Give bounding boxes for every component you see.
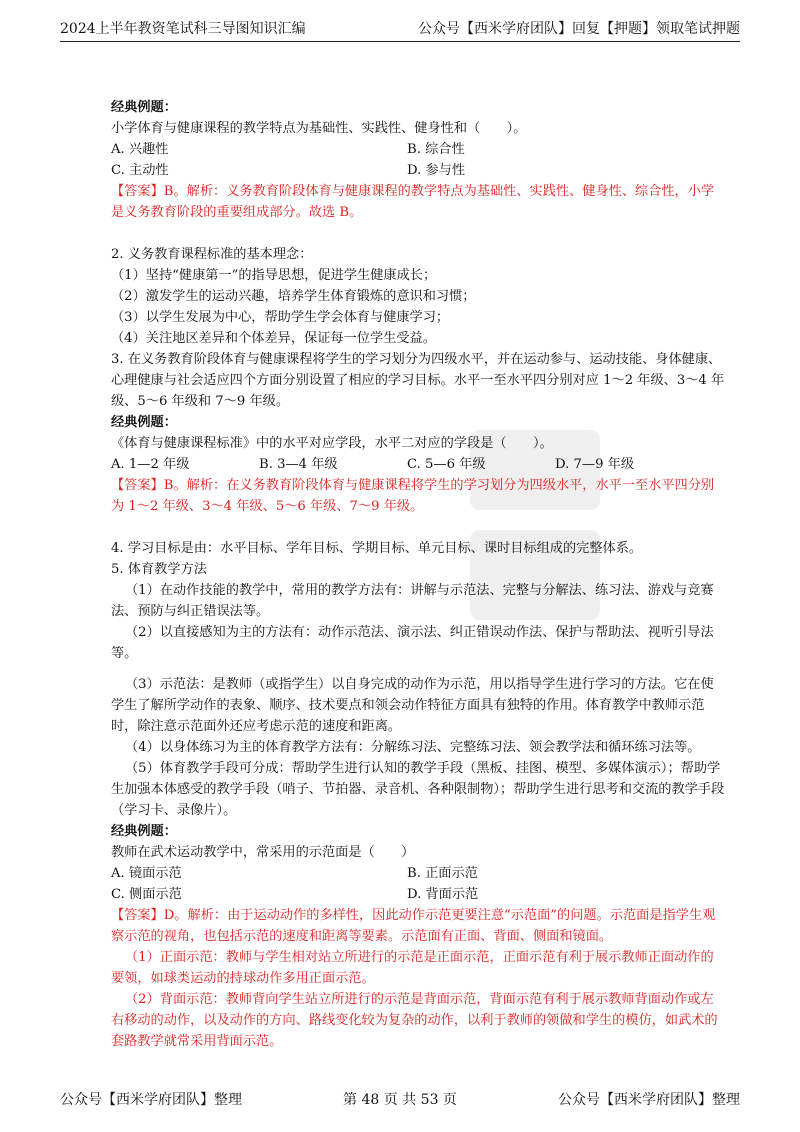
- page-footer: [60, 1088, 740, 1110]
- method-paragraph: （5）体育教学手段可分成：帮助学生进行认知的教学手段（黑板、挂图、模型、多媒体演示）；帮助学生加强本体感受的教学手段（哨子、节拍器、录音机、各种限制物）；帮助学生进行思考和交流的教学手段（学习卡、录像片）。: [111, 761, 725, 818]
- option-a: A. 镜面示范: [111, 866, 182, 881]
- options-row: [111, 863, 725, 884]
- option-b: B. 3—4 年级: [259, 457, 338, 472]
- method-paragraph: （3）示范法：是教师（或指学生）以自身完成的动作为示范，用以指导学生进行学习的方法。它在使学生了解所学动作的表象、顺序、技术要点和领会动作特征方面具有独特的作用。体育教学中教师示范时，除注意示范面外还应考虑示范的速度和距离。: [111, 677, 714, 734]
- option-d: D. 背面示范: [407, 887, 479, 902]
- option-a: A. 兴趣性: [111, 142, 169, 157]
- section-title: 5. 体育教学方法: [111, 562, 207, 577]
- example-heading: 经典例题：: [111, 100, 177, 115]
- header-title: 2024上半年教资笔试科三导图知识汇编: [60, 21, 306, 37]
- answer-detail: （2）背面示范：教师背向学生站立所进行的示范是背面示范，背面示范有利于展示教师背面动作或左右移动的动作，以及动作的方向、路线变化较为复杂的动作，以利于教师的领做和学生的模仿，如武术的套路教学就常采用背面示范。: [111, 992, 718, 1049]
- answer-detail: （1）正面示范：教师与学生相对站立所进行的示范是正面示范，正面示范有利于展示教师正面动作的要领，如球类运动的持球动作多用正面示范。: [111, 950, 714, 986]
- list-item: （1）坚持“健康第一”的指导思想，促进学生健康成长；: [111, 268, 437, 283]
- spacer: [111, 664, 725, 674]
- section-title: 2. 义务教育课程标准的基本理念：: [111, 247, 313, 262]
- option-d: D. 7—9 年级: [555, 457, 635, 472]
- example-question: 教师在武术运动教学中，常采用的示范面是（ ）: [111, 845, 415, 860]
- options-row: [111, 139, 725, 160]
- option-a: A. 1—2 年级: [111, 457, 190, 472]
- example-heading: 经典例题：: [111, 415, 177, 430]
- header-promo: 公众号【西米学府团队】回复【押题】领取笔试押题: [418, 21, 740, 37]
- options-row: [111, 160, 725, 181]
- footer-left: 公众号【西米学府团队】整理: [60, 1092, 242, 1108]
- example-question: 《体育与健康课程标准》中的水平对应学段，水平二对应的学段是（ ）。: [111, 436, 553, 451]
- options-row: [111, 884, 725, 905]
- section-paragraph: 4. 学习目标是由：水平目标、学年目标、学期目标、单元目标、课时目标组成的完整体系。: [111, 541, 643, 556]
- option-b: B. 正面示范: [407, 866, 478, 881]
- spacer: [111, 223, 725, 244]
- page-number: 第 48 页 共 53 页: [343, 1092, 457, 1108]
- example-question: 小学体育与健康课程的教学特点为基础性、实践性、健身性和（ ）。: [111, 121, 527, 136]
- option-b: B. 综合性: [407, 142, 465, 157]
- section-paragraph: 3. 在义务教育阶段体育与健康课程将学生的学习划分为四级水平，并在运动参与、运动技能、身体健康、心理健康与社会适应四个方面分别设置了相应的学习目标。水平一至水平四分别对应 1～2 年级、3～4 年级、5～6 年级和 7～9 年级。: [111, 352, 725, 409]
- answer-explanation: 【答案】B。解析：义务教育阶段体育与健康课程的教学特点为基础性、实践性、健身性、综合性，小学是义务教育阶段的重要组成部分。故选 B。: [111, 184, 715, 220]
- list-item: （3）以学生发展为中心，帮助学生学会体育与健康学习；: [111, 310, 450, 325]
- footer-right: 公众号【西米学府团队】整理: [557, 1092, 740, 1108]
- option-c: C. 侧面示范: [111, 887, 182, 902]
- method-paragraph: （4）以身体练习为主的体育教学方法有：分解练习法、完整练习法、领会教学法和循环练习法等。: [125, 740, 701, 755]
- example-heading: 经典例题：: [111, 824, 177, 839]
- method-paragraph: （1）在动作技能的教学中，常用的教学方法有：讲解与示范法、完整与分解法、练习法、游戏与竞赛法、预防与纠正错误法等。: [111, 583, 714, 619]
- page-header: [60, 12, 740, 42]
- method-paragraph: （2）以直接感知为主的方法有：动作示范法、演示法、纠正错误动作法、保护与帮助法、视听引导法等。: [111, 625, 714, 661]
- option-c: C. 5—6 年级: [407, 457, 486, 472]
- list-item: （2）激发学生的运动兴趣，培养学生体育锻炼的意识和习惯；: [111, 289, 476, 304]
- answer-explanation: 【答案】B。解析：在义务教育阶段体育与健康课程将学生的学习划分为四级水平，水平一至水平四分别为 1～2 年级、3～4 年级、5～6 年级、7～9 年级。: [111, 478, 715, 514]
- spacer: [111, 517, 725, 538]
- option-d: D. 参与性: [407, 163, 466, 178]
- option-c: C. 主动性: [111, 163, 169, 178]
- options-row: [111, 454, 725, 475]
- answer-explanation: 【答案】D。解析：由于运动动作的多样性，因此动作示范更要注意“示范面”的问题。示范面是指学生观察示范的视角，也包括示范的速度和距离等要素。示范面有正面、背面、侧面和镜面。: [111, 908, 716, 944]
- page-content: [111, 97, 725, 1052]
- list-item: （4）关注地区差异和个体差异，保证每一位学生受益。: [111, 331, 436, 346]
